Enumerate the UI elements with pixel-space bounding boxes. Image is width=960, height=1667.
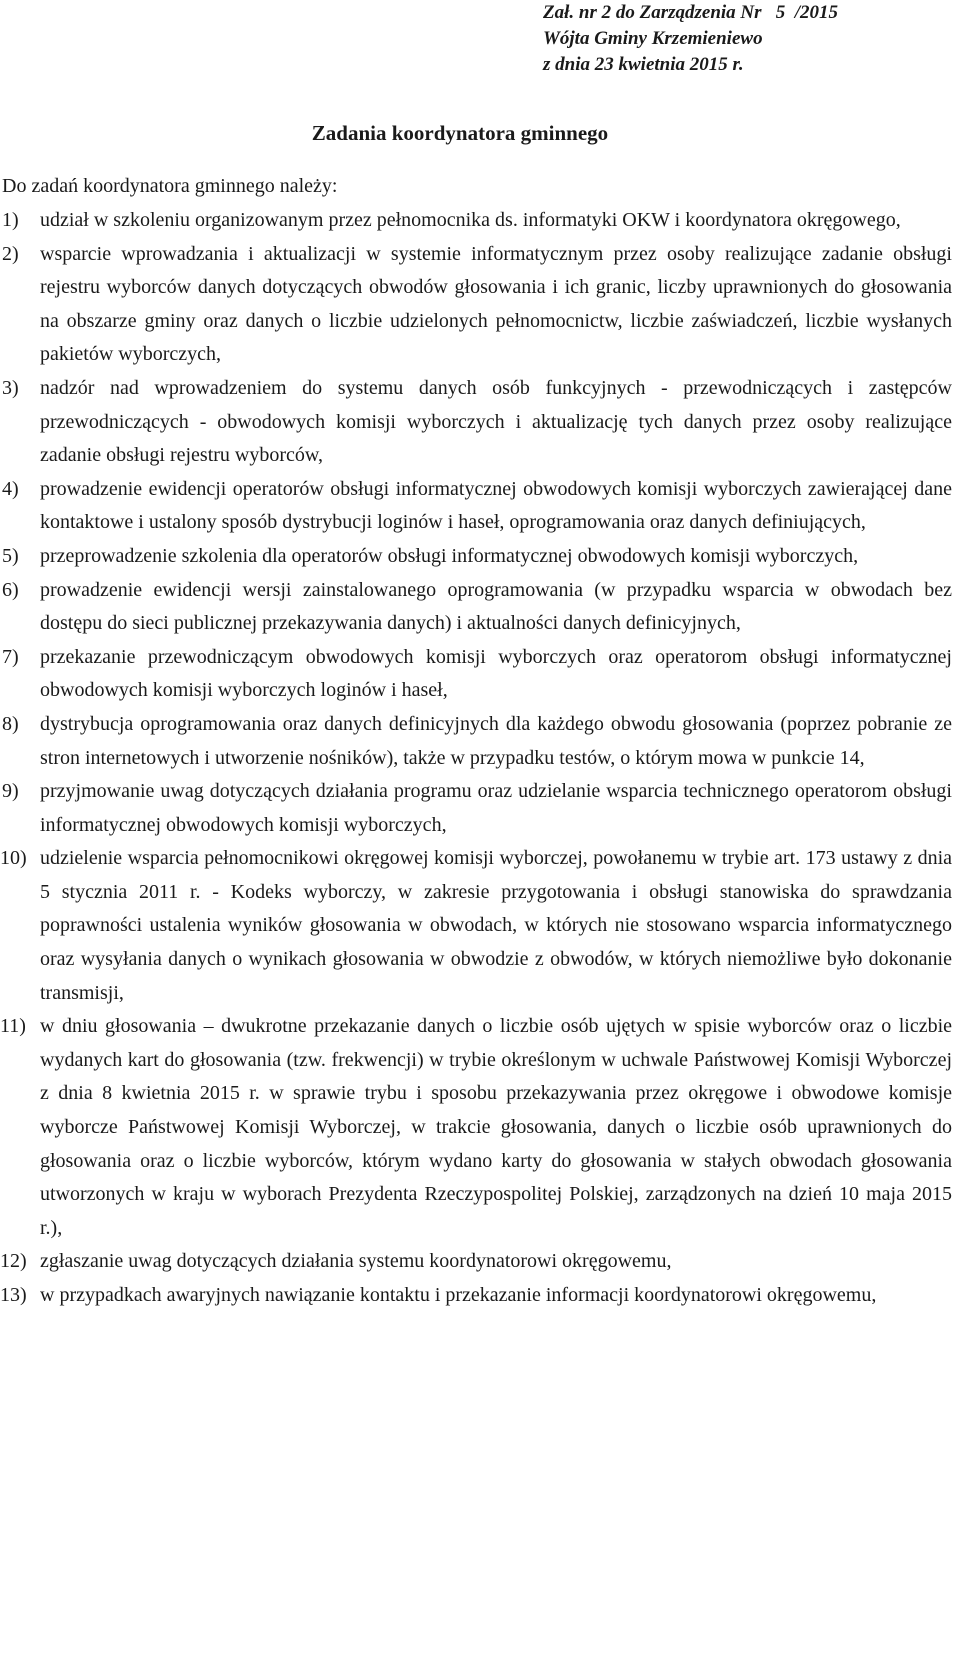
list-item xyxy=(0,641,952,708)
list-item-number: 6) xyxy=(2,578,19,601)
list-item-number: 2) xyxy=(2,242,19,265)
list-item xyxy=(0,708,952,775)
list-item-number: 13) xyxy=(0,1284,27,1306)
list-item xyxy=(0,1010,952,1245)
list-item-text: dystrybucja oprogramowania oraz danych definicyjnych dla każdego obwodu głosowania (poprzez pobranie ze stron internetowych i utworzenie nośników), także w przypadku testów, o którym mowa w punkcie 14, xyxy=(40,712,952,769)
list-item xyxy=(0,540,952,574)
intro-text: Do zadań koordynatora gminnego należy: xyxy=(2,175,338,197)
list-item-text: przekazanie przewodniczącym obwodowych komisji wyborczych oraz operatorom obsługi informatycznej obwodowych komisji wyborczych loginów i haseł, xyxy=(40,645,952,702)
header-line-3: z dnia 23 kwietnia 2015 r. xyxy=(543,54,744,75)
list-item-text: przeprowadzenie szkolenia dla operatorów obsługi informatycznej obwodowych komisji wyborczych, xyxy=(40,544,859,567)
list-item xyxy=(0,1279,952,1313)
list-item-number: 10) xyxy=(0,847,27,870)
list-item-number: 1) xyxy=(2,209,19,231)
attachment-header xyxy=(543,0,943,78)
list-item xyxy=(0,842,952,1010)
list-item-text: udzielenie wsparcia pełnomocnikowi okręgowej komisji wyborczej, powołanemu w trybie art. 173 ustawy z dnia 5 stycznia 2011 r. - Kodeks wyborczy, w zakresie przygotowania i obsługi stanowiska do sprawdzania poprawności ustalenia wyników głosowania w obwodach, w których nie stosowano wsparcia informatycznego oraz wysyłania danych o wynikach głosowania w obwodzie z obwodów, w których niemożliwe było dokonanie transmisji, xyxy=(40,847,952,1004)
list-item-text: nadzór nad wprowadzeniem do systemu danych osób funkcyjnych - przewodniczących i zastępców przewodniczących - obwodowych komisji wyborczych i aktualizację tych danych przez osoby realizujące zadanie obsługi rejestru wyborców, xyxy=(40,376,952,467)
list-item-number: 9) xyxy=(2,780,19,803)
list-item-number: 5) xyxy=(2,544,19,567)
list-item xyxy=(0,238,952,372)
list-item-number: 11) xyxy=(0,1015,26,1038)
header-line-2: Wójta Gminy Krzemieniewo xyxy=(543,28,763,49)
list-item-number: 8) xyxy=(2,712,19,735)
page-title-wrap xyxy=(0,118,960,148)
list-item-text: w przypadkach awaryjnych nawiązanie kontaktu i przekazanie informacji koordynatorowi okręgowemu, xyxy=(40,1284,877,1306)
list-item xyxy=(0,473,952,540)
list-item-text: wsparcie wprowadzania i aktualizacji w systemie informatycznym przez osoby realizujące zadanie obsługi rejestru wyborców danych dotyczących obwodów głosowania i ich granic, liczby uprawnionych do głosowania na obszarze gminy oraz danych o liczbie udzielonych pełnomocnictw, liczbie zaświadczeń, liczbie wysłanych pakietów wyborczych, xyxy=(40,242,952,366)
list-item xyxy=(0,372,952,473)
header-line-1: Zał. nr 2 do Zarządzenia Nr 5 /2015 xyxy=(543,2,839,23)
list-item xyxy=(0,204,952,238)
list-item-number: 12) xyxy=(0,1250,27,1273)
list-item xyxy=(0,1245,952,1279)
list-item xyxy=(0,574,952,641)
list-item-text: prowadzenie ewidencji operatorów obsługi informatycznej obwodowych komisji wyborczych zawierającej dane kontaktowe i ustalony sposób dystrybucji loginów i haseł, oprogramowania oraz danych definiujących, xyxy=(40,477,952,534)
task-list xyxy=(0,204,952,1313)
list-item-number: 7) xyxy=(2,645,19,668)
list-item-number: 3) xyxy=(2,376,19,399)
list-item-text: udział w szkoleniu organizowanym przez pełnomocnika ds. informatyki OKW i koordynatora okręgowego, xyxy=(40,209,901,231)
list-item-number: 4) xyxy=(2,477,19,500)
list-item xyxy=(0,775,952,842)
page-title: Zadania koordynatora gminnego xyxy=(311,121,609,145)
list-item-text: w dniu głosowania – dwukrotne przekazanie danych o liczbie osób ujętych w spisie wyborców oraz o liczbie wydanych kart do głosowania (tzw. frekwencji) w trybie określonym w uchwale Państwowej Komisji Wyborczej z dnia 8 kwietnia 2015 r. w sprawie trybu i sposobu przekazywania przez okręgowe i obwodowe komisje wyborcze Państwowej Komisji Wyborczej, w trakcie głosowania, danych o liczbie osób uprawnionych do głosowania oraz o liczbie wyborców, którym wydano karty do głosowania w stałych obwodach głosowania utworzonych w kraju w wyborach Prezydenta Rzeczypospolitej Polskiej, zarządzonych na dzień 10 maja 2015 r.), xyxy=(40,1015,952,1239)
list-item-text: prowadzenie ewidencji wersji zainstalowanego oprogramowania (w przypadku wsparcia w obwodach bez dostępu do sieci publicznej przekazywania danych) i aktualności danych definicyjnych, xyxy=(40,578,952,635)
list-item-text: przyjmowanie uwag dotyczących działania programu oraz udzielanie wsparcia technicznego operatorom obsługi informatycznej obwodowych komisji wyborczych, xyxy=(40,780,952,836)
list-item-text: zgłaszanie uwag dotyczących działania systemu koordynatorowi okręgowemu, xyxy=(40,1250,672,1273)
